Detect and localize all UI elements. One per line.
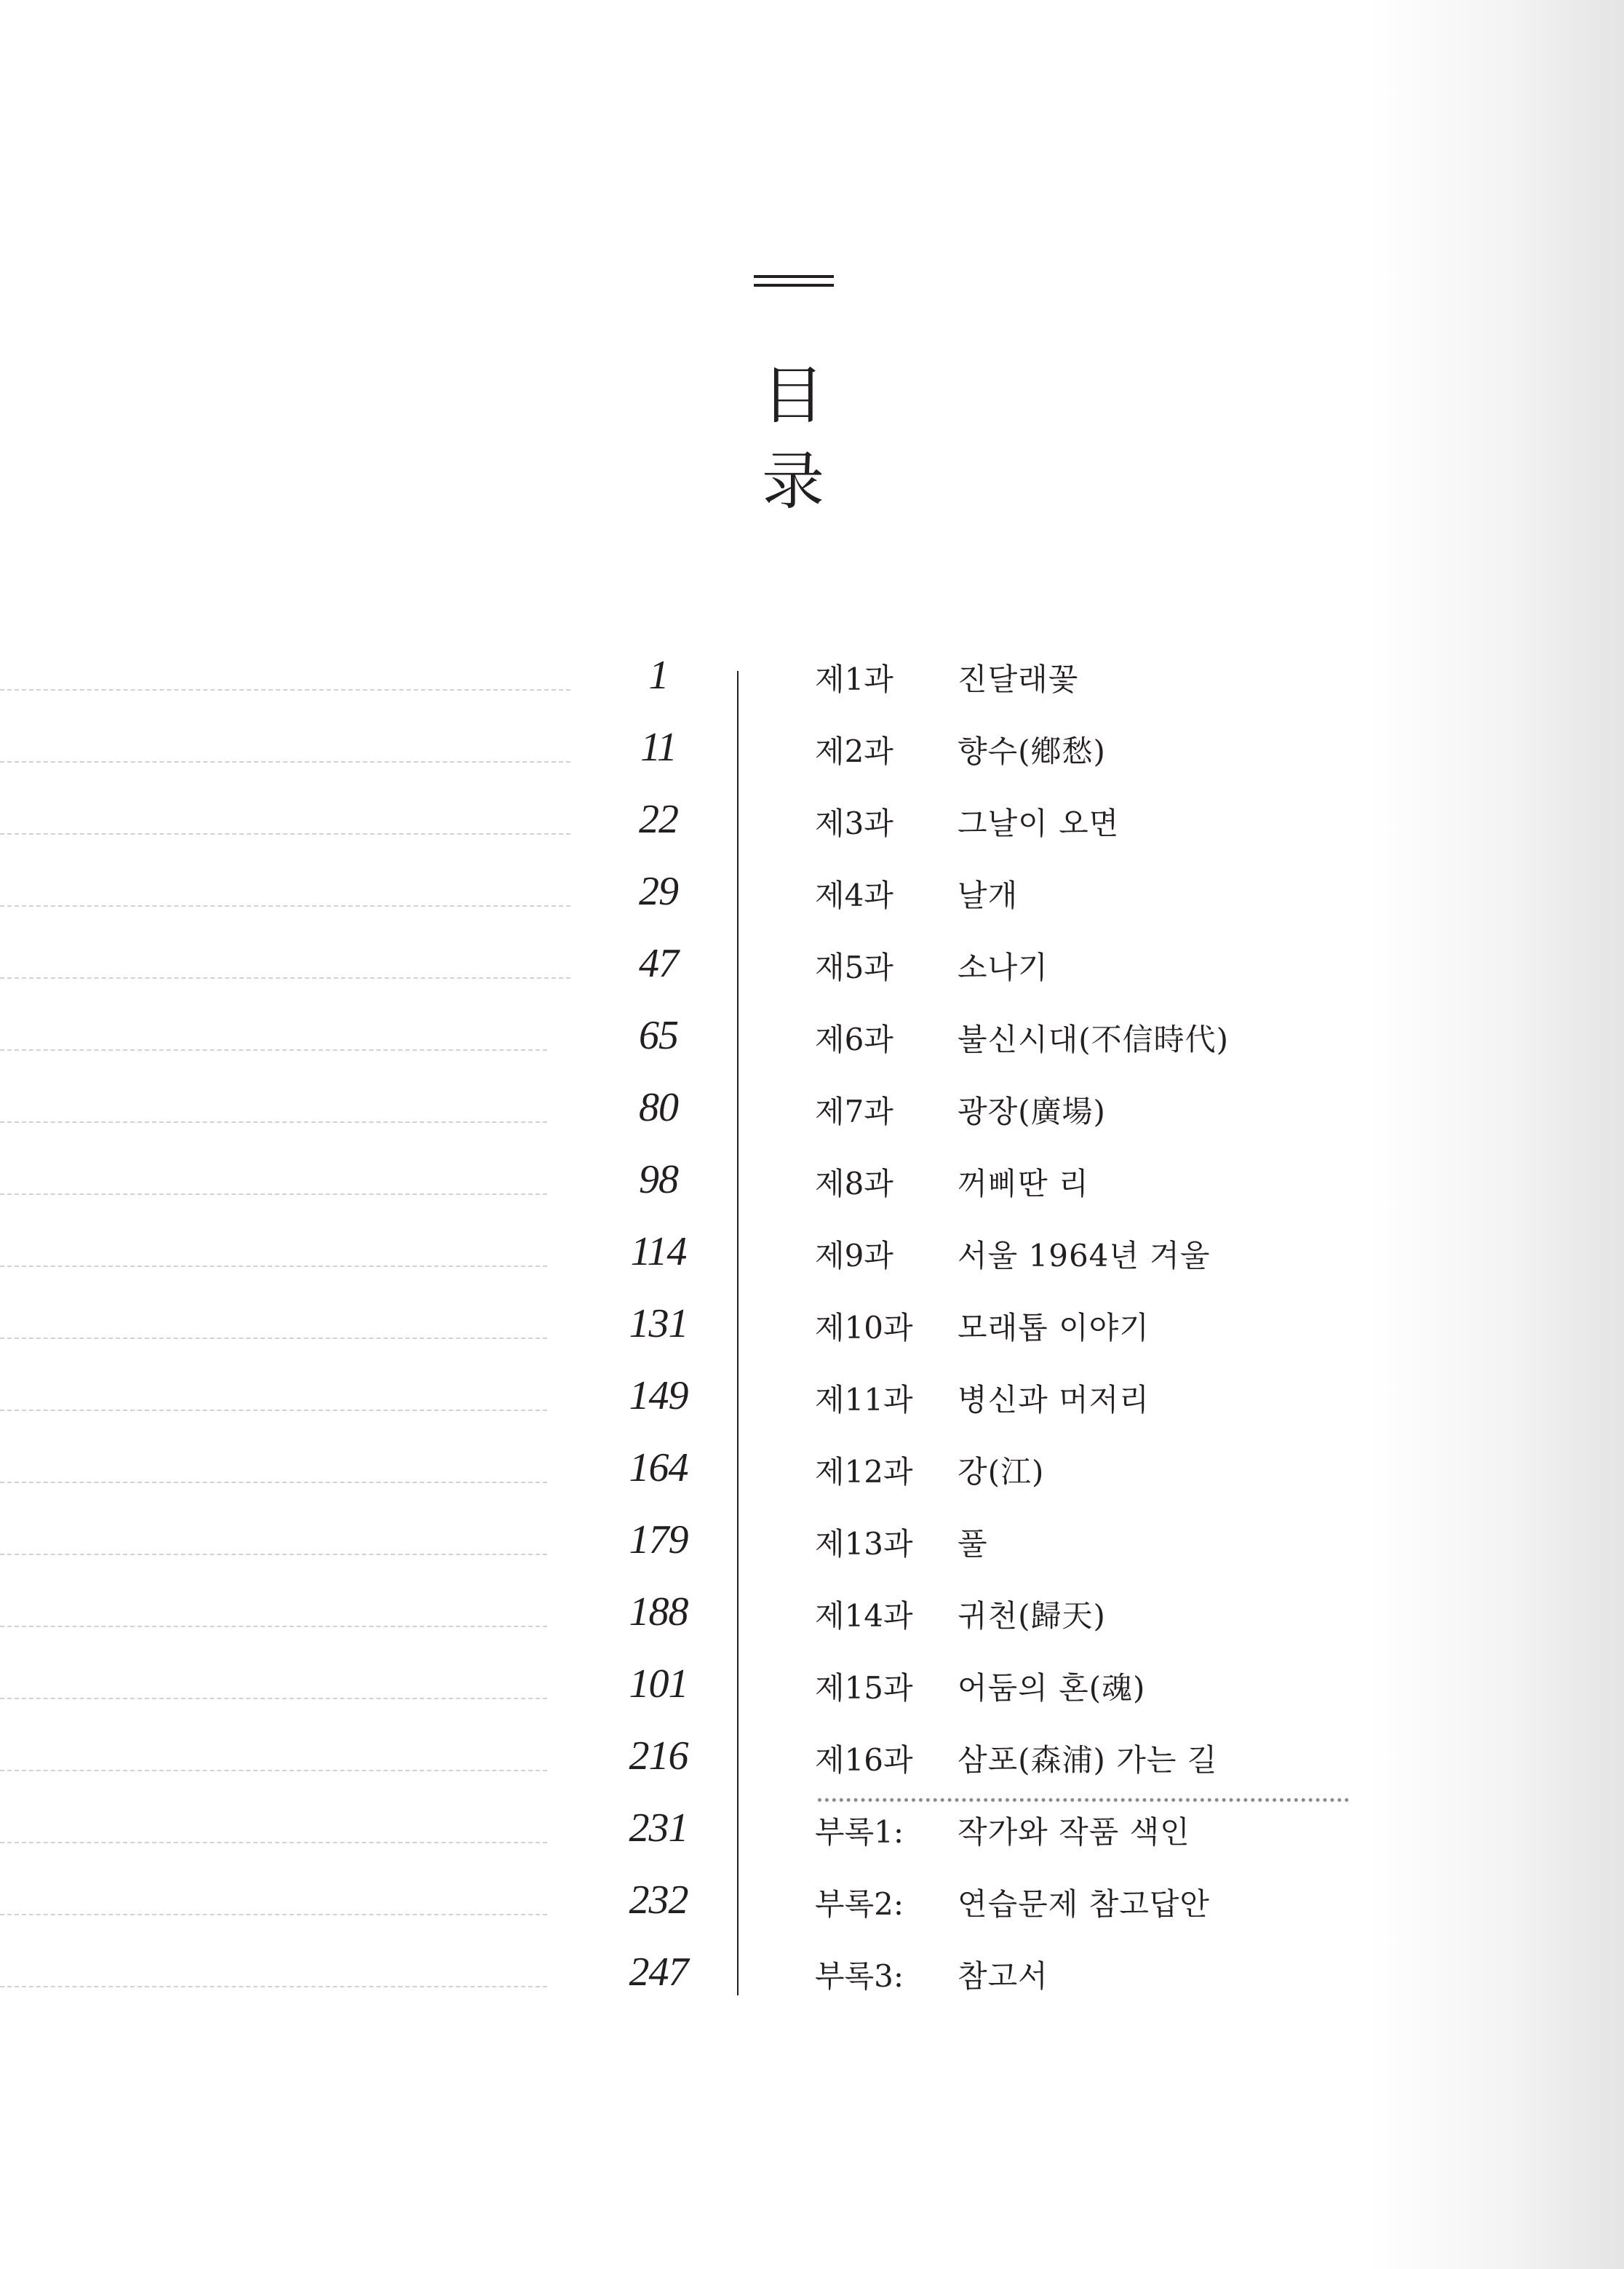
toc-row[interactable] [0, 1944, 1624, 2016]
toc-lesson-label: 제8과 [815, 1166, 893, 1201]
toc-lesson-title: 날개 [958, 878, 1019, 913]
toc-row[interactable] [0, 1152, 1624, 1224]
toc-page-number: 47 [639, 941, 678, 986]
toc-lesson-label: 부록2: [815, 1886, 904, 1922]
toc-lesson-label: 제1과 [815, 661, 893, 697]
toc-row[interactable] [0, 936, 1624, 1008]
page-title-char-2: 录 [762, 445, 824, 518]
toc-row[interactable] [0, 1296, 1624, 1368]
toc-lesson-title: 불신시대(不信時代) [958, 1022, 1230, 1057]
dotted-leader [0, 1914, 547, 1915]
toc-row[interactable] [0, 864, 1624, 936]
toc-lesson-title: 삼포(森浦) 가는 길 [958, 1742, 1218, 1778]
toc-lesson-label: 제7과 [815, 1094, 893, 1129]
toc-row[interactable] [0, 1872, 1624, 1944]
toc-row[interactable] [0, 1008, 1624, 1080]
dotted-leader [0, 1554, 547, 1555]
toc-lesson-title: 풀 [958, 1526, 988, 1562]
page-title-char-1: 目 [762, 359, 824, 432]
toc-lesson-title: 작가와 작품 색인 [958, 1814, 1190, 1850]
dotted-leader [0, 1410, 547, 1411]
dotted-leader [0, 1770, 547, 1771]
toc-lesson-title: 꺼삐딴 리 [958, 1166, 1089, 1201]
toc-row[interactable] [0, 720, 1624, 792]
toc-page-number: 65 [639, 1013, 678, 1058]
toc-row[interactable] [0, 1368, 1624, 1440]
toc-lesson-label: 제2과 [815, 734, 893, 769]
toc-page-number: 29 [639, 869, 678, 914]
toc-lesson-label: 제11과 [815, 1382, 913, 1418]
toc-lesson-label: 제10과 [815, 1310, 913, 1346]
toc-lesson-title: 귀천(歸天) [958, 1598, 1106, 1634]
dotted-leader [0, 1986, 547, 1987]
dotted-leader [0, 1698, 547, 1699]
dotted-leader [0, 1049, 547, 1051]
toc-lesson-label: 제6과 [815, 1022, 893, 1057]
dotted-leader [0, 1842, 547, 1843]
toc-lesson-label: 제14과 [815, 1598, 913, 1634]
toc-row[interactable] [0, 1512, 1624, 1584]
toc-page-number: 164 [629, 1445, 688, 1490]
dotted-leader [0, 1193, 547, 1195]
toc-lesson-label: 제13과 [815, 1526, 913, 1562]
toc-row[interactable] [0, 1584, 1624, 1656]
toc-page-number: 232 [629, 1877, 688, 1923]
toc-page-number: 179 [629, 1517, 688, 1562]
toc-lesson-label: 제12과 [815, 1454, 913, 1490]
dotted-leader [0, 1265, 547, 1267]
toc-row[interactable] [0, 1440, 1624, 1512]
toc-lesson-label: 부록3: [815, 1958, 904, 1994]
dotted-leader [0, 833, 570, 835]
toc-lesson-label: 재5과 [815, 950, 893, 985]
toc-lesson-label: 제4과 [815, 878, 893, 913]
toc-lesson-title: 광장(廣場) [958, 1094, 1106, 1129]
dotted-leader [0, 905, 570, 907]
toc-row[interactable] [0, 1728, 1624, 1800]
toc-row[interactable] [0, 1080, 1624, 1152]
toc-page-number: 101 [629, 1661, 688, 1706]
toc-lesson-label: 제9과 [815, 1238, 893, 1273]
toc-lesson-label: 부록1: [815, 1814, 904, 1850]
toc-lesson-title: 소나기 [958, 950, 1048, 985]
toc-row[interactable] [0, 648, 1624, 720]
dotted-leader [0, 1482, 547, 1483]
toc-row[interactable] [0, 1224, 1624, 1296]
dotted-leader [0, 761, 570, 763]
toc-page-number: 188 [629, 1589, 688, 1634]
toc-row[interactable] [0, 792, 1624, 864]
toc-page-number: 149 [629, 1373, 688, 1418]
toc-lesson-title: 참고서 [958, 1958, 1048, 1994]
dotted-leader [0, 689, 570, 691]
toc-page-number: 11 [640, 725, 677, 770]
toc-page-number: 231 [629, 1805, 688, 1851]
toc-page-number: 247 [629, 1950, 688, 1995]
dotted-leader [0, 1121, 547, 1123]
toc-lesson-label: 제3과 [815, 806, 893, 841]
dotted-leader [0, 1626, 547, 1627]
toc-lesson-title: 병신과 머저리 [958, 1382, 1150, 1418]
toc-row[interactable] [0, 1800, 1624, 1872]
dotted-leader [0, 977, 570, 979]
toc-lesson-title: 그날이 오면 [958, 806, 1120, 841]
toc-page-number: 80 [639, 1085, 678, 1130]
toc-lesson-label: 제16과 [815, 1742, 913, 1778]
toc-lesson-title: 연습문제 참고답안 [958, 1886, 1210, 1922]
toc-page-number: 216 [629, 1733, 688, 1779]
toc-lesson-title: 모래톱 이야기 [958, 1310, 1150, 1346]
toc-lesson-title: 강(江) [958, 1454, 1045, 1490]
toc-lesson-label: 제15과 [815, 1670, 913, 1706]
toc-lesson-title: 진달래꽃 [958, 661, 1079, 697]
toc-lesson-title: 서울 1964년 겨울 [958, 1238, 1211, 1273]
toc-page-number: 131 [629, 1301, 688, 1346]
toc-lesson-title: 어둠의 혼(魂) [958, 1670, 1146, 1706]
toc-lesson-title: 향수(鄕愁) [958, 734, 1106, 769]
toc-page-number: 98 [639, 1157, 678, 1202]
toc-page-number: 114 [630, 1229, 687, 1274]
dotted-leader [0, 1338, 547, 1339]
toc-row[interactable] [0, 1656, 1624, 1728]
toc-page-number: 22 [639, 797, 678, 842]
toc-page-number: 1 [648, 653, 669, 698]
